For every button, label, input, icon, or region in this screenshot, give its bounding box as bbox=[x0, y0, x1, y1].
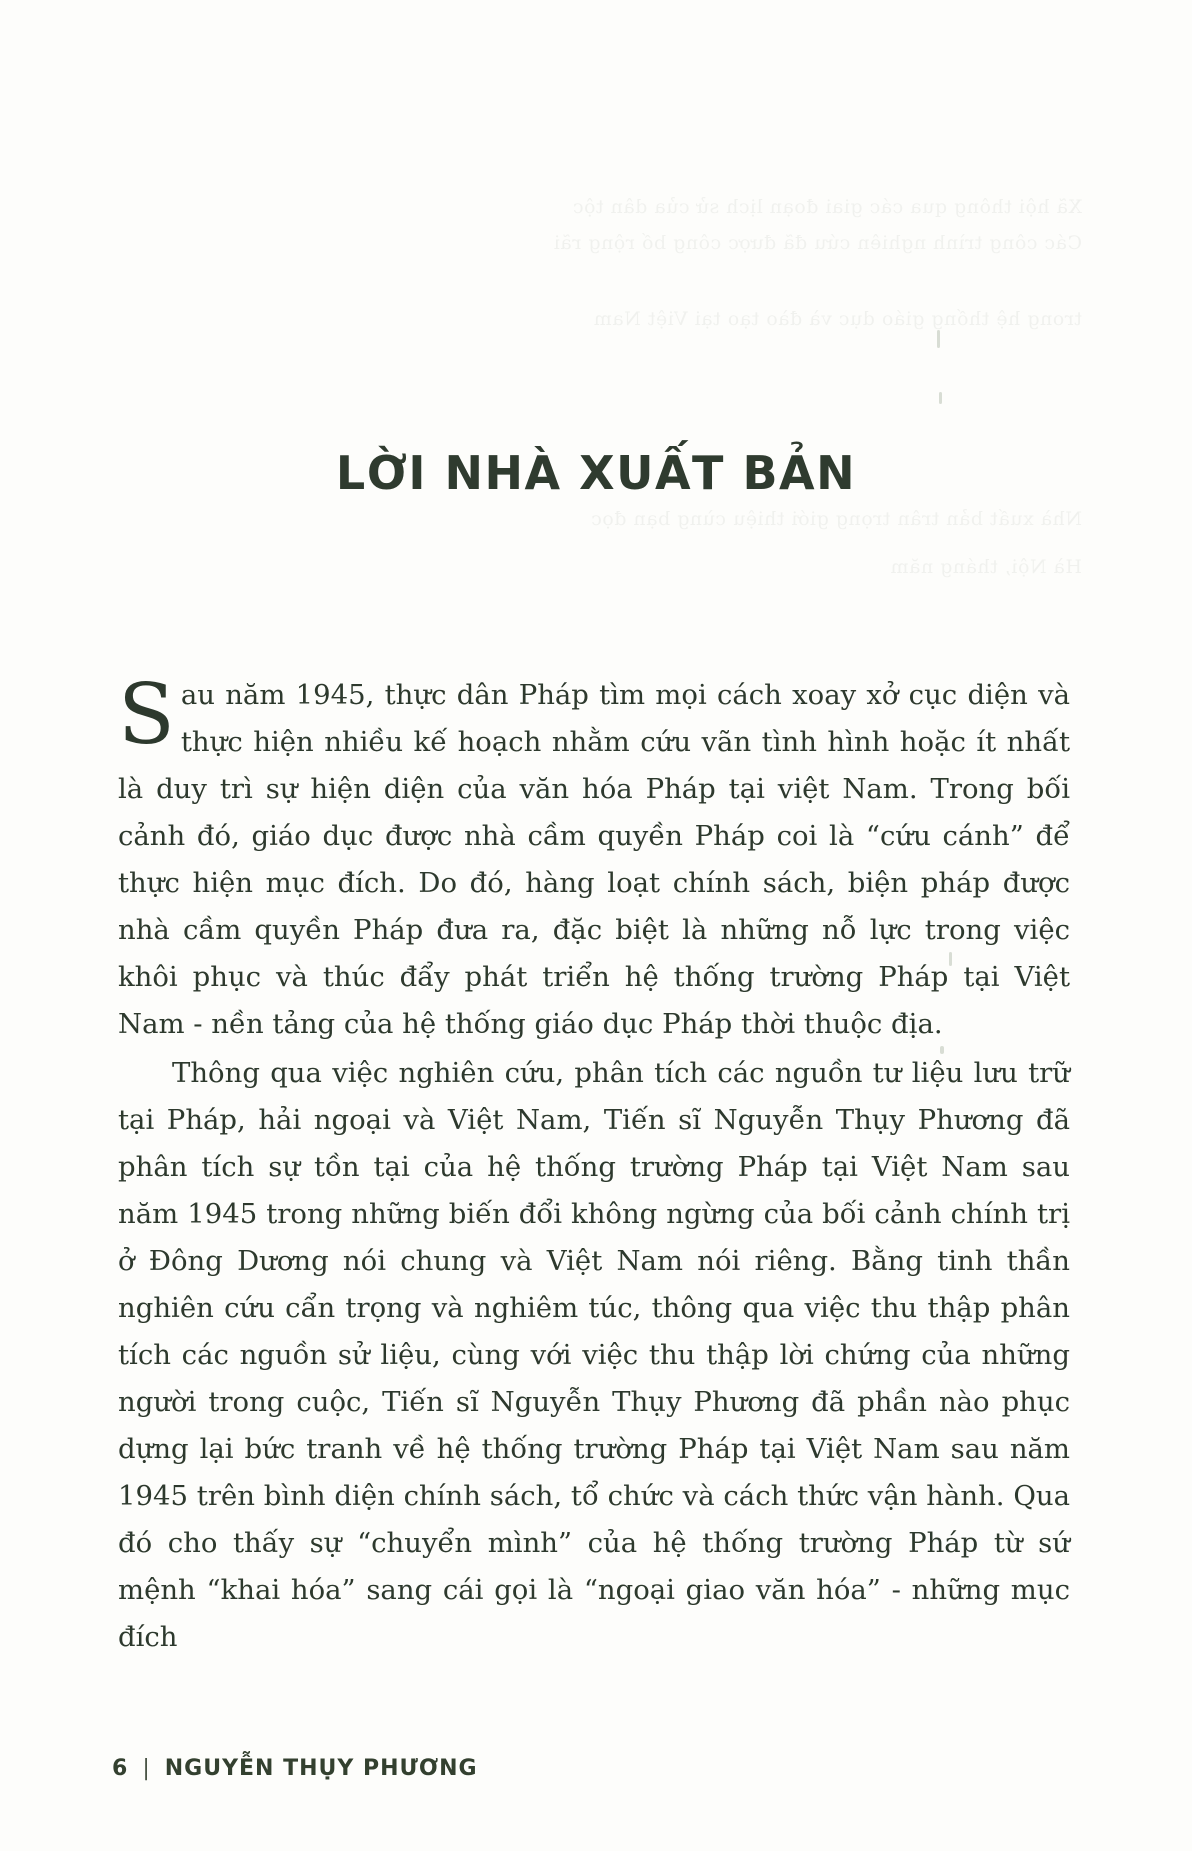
page-footer bbox=[112, 1756, 478, 1781]
ghost-line: trong hệ thống giáo dục và đào tạo tại Việt Nam bbox=[593, 308, 1082, 330]
ghost-line: Hà Nội, tháng năm bbox=[890, 556, 1082, 578]
drop-cap: S bbox=[118, 666, 175, 763]
ghost-line: Các công trình nghiên cứu đã được công bố rộng rãi bbox=[553, 232, 1082, 254]
footer-separator: | bbox=[142, 1756, 151, 1781]
paragraph-1-text: au năm 1945, thực dân Pháp tìm mọi cách xoay xở cục diện và thực hiện nhiều kế hoạch nhằm cứu vãn tình hình hoặc ít nhất là duy trì sự hiện diện của văn hóa Pháp tại việt Nam. Trong bối cảnh đó, giáo dục được nhà cầm quyền Pháp coi là “cứu cánh” để thực hiện mục đích. Do đó, hàng loạt chính sách, biện pháp được nhà cầm quyền Pháp đưa ra, đặc biệt là những nỗ lực trong việc khôi phục và thúc đẩy phát triển hệ thống trường Pháp tại Việt Nam - nền tảng của hệ thống giáo dục Pháp thời thuộc địa. bbox=[118, 679, 1070, 1040]
page-number: 6 bbox=[112, 1756, 129, 1781]
ghost-line: Nhà xuất bản trân trọng giới thiệu cùng bạn đọc bbox=[590, 508, 1082, 530]
page-title: LỜI NHÀ XUẤT BẢN bbox=[335, 445, 857, 500]
paragraph-2-text: Thông qua việc nghiên cứu, phân tích các nguồn tư liệu lưu trữ tại Pháp, hải ngoại và Việt Nam, Tiến sĩ Nguyễn Thụy Phương đã phân tích sự tồn tại của hệ thống trường Pháp tại Việt Nam sau năm 1945 trong những biến đổi không ngừng của bối cảnh chính trị ở Đông Dương nói chung và Việt Nam nói riêng. Bằng tinh thần nghiên cứu cẩn trọng và nghiêm túc, thông qua việc thu thập phân tích các nguồn sử liệu, cùng với việc thu thập lời chứng của những người trong cuộc, Tiến sĩ Nguyễn Thụy Phương đã phần nào phục dựng lại bức tranh về hệ thống trường Pháp tại Việt Nam sau năm 1945 trên bình diện chính sách, tổ chức và cách thức vận hành. Qua đó cho thấy sự “chuyển mình” của hệ thống trường Pháp từ sứ mệnh “khai hóa” sang cái gọi là “ngoại giao văn hóa” - những mục đích bbox=[118, 1057, 1070, 1653]
body-text bbox=[118, 666, 1070, 1661]
paragraph-2 bbox=[118, 1050, 1070, 1661]
paragraph-1 bbox=[118, 666, 1070, 1048]
footer-author-name: NGUYỄN THỤY PHƯƠNG bbox=[164, 1756, 478, 1781]
ghost-line: Xã hội thông qua các giai đoạn lịch sử của dân tộc bbox=[572, 196, 1082, 218]
